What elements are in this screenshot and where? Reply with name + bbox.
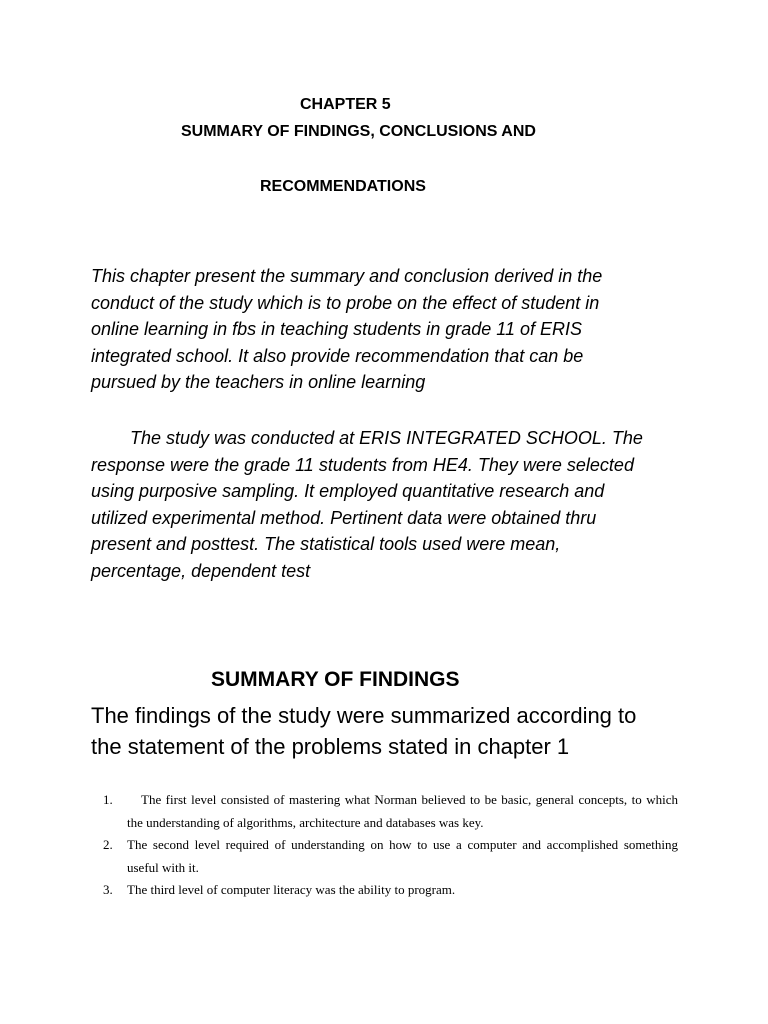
chapter-number: CHAPTER 5 [300,96,391,113]
study-line: utilized experimental method. Pertinent data were obtained thru [91,507,597,528]
intro-line: online learning in fbs in teaching students in grade 11 of ERIS [91,319,582,339]
study-line: present and posttest. The statistical tools used were mean, [91,534,561,554]
list-item-text: The second level required of understanding on how to use a computer and accomplished something useful with it. [127,837,678,875]
summary-section-title: SUMMARY OF FINDINGS [211,668,460,691]
intro-line: conduct of the study which is to probe on the effect of student in [91,292,600,313]
summary-section-intro [91,700,636,762]
intro-line: pursued by the teachers in online learning [91,372,426,392]
study-line: using purposive sampling. It employed quantitative research and [91,481,605,501]
list-item-text: The first level consisted of mastering what Norman believed to be basic, general concepts, to which the understanding of algorithms, architecture and databases was key. [127,792,678,830]
intro-paragraph [91,263,602,396]
study-paragraph [91,425,643,584]
list-item-number: 2. [103,837,113,852]
list-item-text: The third level of computer literacy was the ability to program. [127,882,456,897]
study-line: response were the grade 11 students from HE4. They were selected [91,454,634,475]
summary-intro-line: the statement of the problems stated in chapter 1 [91,734,570,759]
list-item [100,789,678,834]
summary-intro-line: The findings of the study were summarized according to [91,703,637,728]
chapter-title-line-1: SUMMARY OF FINDINGS, CONCLUSIONS AND [181,123,536,140]
chapter-title-line-2: RECOMMENDATIONS [260,178,426,195]
list-item-number: 3. [103,882,113,897]
list-item [100,834,678,879]
study-line: percentage, dependent test [91,560,311,581]
intro-line: This chapter present the summary and conclusion derived in the [91,266,603,286]
list-item-number: 1. [103,792,113,807]
list-item [100,879,678,902]
study-line: The study was conducted at ERIS INTEGRATED SCHOOL. The [130,428,643,448]
findings-list [100,789,678,902]
intro-line: integrated school. It also provide recommendation that can be [91,345,584,366]
